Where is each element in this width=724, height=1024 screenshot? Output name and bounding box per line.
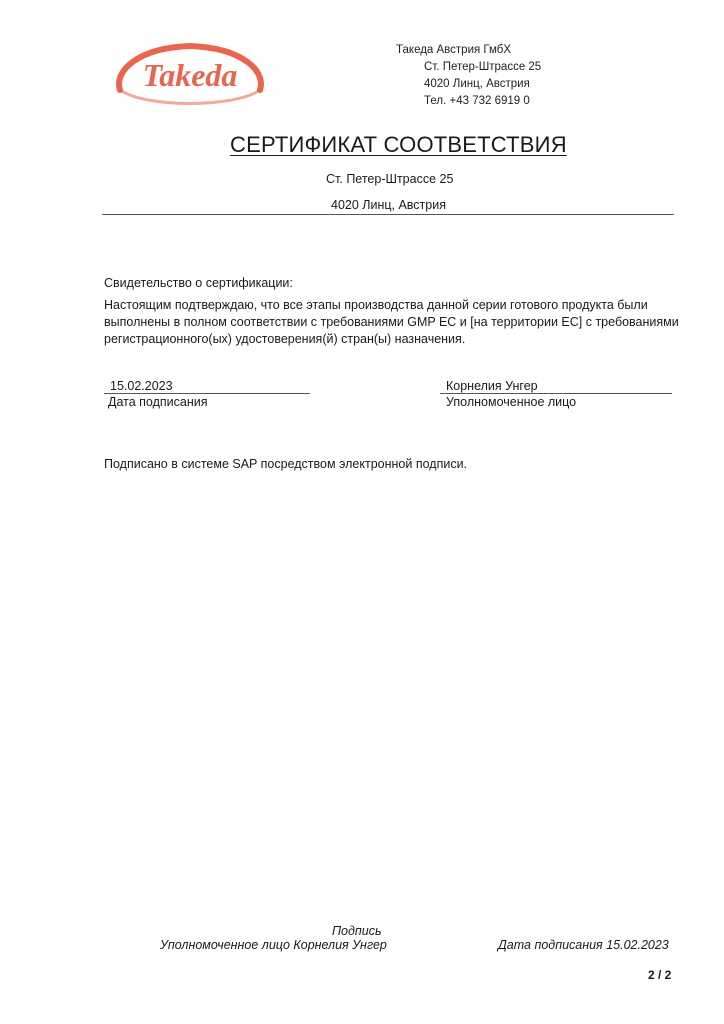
footer-signing-date: Дата подписания 15.02.2023 bbox=[498, 938, 669, 952]
company-phone: Тел. +43 732 6919 0 bbox=[424, 95, 530, 107]
takeda-logo bbox=[106, 42, 274, 114]
footer-authorized-person: Уполномоченное лицо Корнелия Унгер bbox=[160, 938, 387, 952]
cert-body-line-3: регистрационного(ых) удостоверения(й) стран(ы) назначения. bbox=[104, 332, 466, 346]
signing-date-value: 15.02.2023 bbox=[110, 379, 173, 393]
document-title: СЕРТИФИКАТ СООТВЕТСТВИЯ bbox=[230, 132, 567, 157]
sap-signature-note: Подписано в системе SAP посредством электронной подписи. bbox=[104, 457, 468, 471]
authorized-person-value: Корнелия Унгер bbox=[446, 379, 538, 393]
cert-body-line-2: выполнены в полном соответствии с требованиями GMP ЕС и [на территории ЕС] с требованиями bbox=[104, 315, 679, 329]
signing-date-label: Дата подписания bbox=[108, 395, 208, 409]
logo-text: Takeda bbox=[142, 57, 238, 93]
footer-signature-label: Подпись bbox=[332, 924, 382, 938]
company-city: 4020 Линц, Австрия bbox=[424, 78, 530, 90]
company-street: Ст. Петер-Штрассе 25 bbox=[424, 61, 542, 73]
address-line-2: 4020 Линц, Австрия bbox=[331, 198, 446, 212]
authorized-person-label: Уполномоченное лицо bbox=[446, 395, 577, 409]
cert-body-line-1: Настоящим подтверждаю, что все этапы производства данной серии готового продукта были bbox=[104, 298, 648, 312]
logo-graphic bbox=[106, 42, 274, 114]
page-number: 2 / 2 bbox=[648, 968, 672, 982]
header-divider bbox=[102, 214, 674, 215]
address-line-1: Ст. Петер-Штрассе 25 bbox=[326, 172, 454, 186]
company-name: Такеда Австрия ГмбХ bbox=[396, 44, 512, 56]
cert-heading: Свидетельство о сертификации: bbox=[104, 276, 293, 290]
